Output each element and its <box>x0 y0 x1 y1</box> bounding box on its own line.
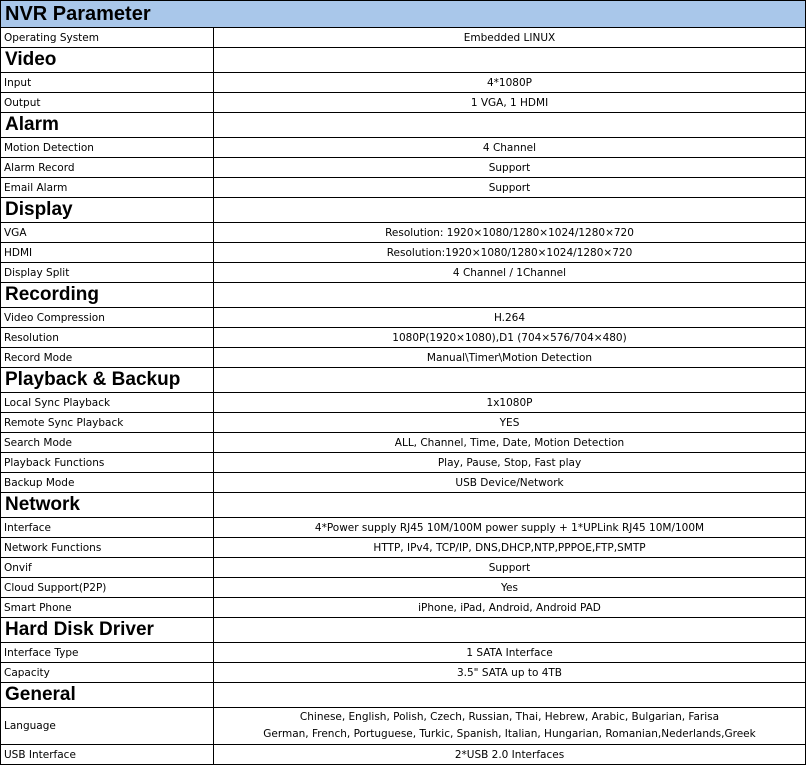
row-label: Smart Phone <box>1 598 214 618</box>
empty-cell <box>214 618 806 643</box>
section-header-alarm <box>1 113 806 138</box>
section-header-general <box>1 683 806 708</box>
table-row <box>1 453 806 473</box>
row-label: Interface <box>1 518 214 538</box>
row-label: Motion Detection <box>1 138 214 158</box>
row-label: Output <box>1 93 214 113</box>
empty-cell <box>214 683 806 708</box>
row-value: Support <box>214 158 806 178</box>
row-label: Interface Type <box>1 643 214 663</box>
row-label: Onvif <box>1 558 214 578</box>
row-value: Embedded LINUX <box>214 28 806 48</box>
row-label: Video Compression <box>1 308 214 328</box>
section-header-playback <box>1 368 806 393</box>
section-heading: Display <box>1 198 214 223</box>
section-header-video <box>1 48 806 73</box>
row-value: 1 SATA Interface <box>214 643 806 663</box>
row-value: Play, Pause, Stop, Fast play <box>214 453 806 473</box>
row-value: 4 Channel / 1Channel <box>214 263 806 283</box>
row-label: HDMI <box>1 243 214 263</box>
section-header-recording <box>1 283 806 308</box>
row-value: Manual\Timer\Motion Detection <box>214 348 806 368</box>
row-value: YES <box>214 413 806 433</box>
row-label: Network Functions <box>1 538 214 558</box>
table-row <box>1 93 806 113</box>
table-row <box>1 538 806 558</box>
row-value: 2*USB 2.0 Interfaces <box>214 745 806 765</box>
row-label: Input <box>1 73 214 93</box>
row-label: Capacity <box>1 663 214 683</box>
section-heading: Recording <box>1 283 214 308</box>
section-heading: Network <box>1 493 214 518</box>
table-row <box>1 138 806 158</box>
row-label: Cloud Support(P2P) <box>1 578 214 598</box>
table-row <box>1 578 806 598</box>
row-value: Support <box>214 178 806 198</box>
empty-cell <box>214 48 806 73</box>
row-label: Language <box>1 708 214 745</box>
row-label: Display Split <box>1 263 214 283</box>
section-heading: Playback & Backup <box>1 368 214 393</box>
table-row <box>1 28 806 48</box>
section-header-network <box>1 493 806 518</box>
row-label: Playback Functions <box>1 453 214 473</box>
table-row <box>1 708 806 745</box>
language-line-1: Chinese, English, Polish, Czech, Russian, Thai, Hebrew, Arabic, Bulgarian, Farisa <box>299 711 720 723</box>
table-row <box>1 598 806 618</box>
section-header-hdd <box>1 618 806 643</box>
row-value: 1080P(1920×1080),D1 (704×576/704×480) <box>214 328 806 348</box>
table-row <box>1 178 806 198</box>
table-row <box>1 663 806 683</box>
row-value: 1x1080P <box>214 393 806 413</box>
title-row <box>1 1 806 28</box>
table-row <box>1 328 806 348</box>
section-heading: Hard Disk Driver <box>1 618 214 643</box>
row-value: Yes <box>214 578 806 598</box>
empty-cell <box>214 198 806 223</box>
row-value: USB Device/Network <box>214 473 806 493</box>
row-label: Local Sync Playback <box>1 393 214 413</box>
row-label: Search Mode <box>1 433 214 453</box>
row-value: 4*1080P <box>214 73 806 93</box>
row-value <box>214 708 806 745</box>
table-row <box>1 308 806 328</box>
table-row <box>1 223 806 243</box>
table-row <box>1 158 806 178</box>
table-row <box>1 518 806 538</box>
empty-cell <box>214 283 806 308</box>
row-label: Email Alarm <box>1 178 214 198</box>
row-label: Alarm Record <box>1 158 214 178</box>
row-value: ALL, Channel, Time, Date, Motion Detection <box>214 433 806 453</box>
row-value: 4 Channel <box>214 138 806 158</box>
table-row <box>1 558 806 578</box>
table-row <box>1 348 806 368</box>
table-row <box>1 745 806 765</box>
table-row <box>1 393 806 413</box>
table-row <box>1 73 806 93</box>
language-line-2: German, French, Portuguese, Turkic, Spanish, Italian, Hungarian, Romanian,Nederlands,Greek <box>263 728 756 740</box>
row-label: Resolution <box>1 328 214 348</box>
section-heading: General <box>1 683 214 708</box>
row-label: Remote Sync Playback <box>1 413 214 433</box>
section-header-display <box>1 198 806 223</box>
row-label: VGA <box>1 223 214 243</box>
table-row <box>1 643 806 663</box>
row-value: HTTP, IPv4, TCP/IP, DNS,DHCP,NTP,PPPOE,FTP,SMTP <box>214 538 806 558</box>
row-value: 3.5" SATA up to 4TB <box>214 663 806 683</box>
table-row <box>1 473 806 493</box>
table-row <box>1 413 806 433</box>
row-value: 4*Power supply RJ45 10M/100M power supply + 1*UPLink RJ45 10M/100M <box>214 518 806 538</box>
section-heading: Video <box>1 48 214 73</box>
row-label: Record Mode <box>1 348 214 368</box>
row-label: Backup Mode <box>1 473 214 493</box>
empty-cell <box>214 113 806 138</box>
table-row <box>1 433 806 453</box>
section-heading: Alarm <box>1 113 214 138</box>
row-label: USB Interface <box>1 745 214 765</box>
table-row <box>1 243 806 263</box>
row-value: Support <box>214 558 806 578</box>
table-title: NVR Parameter <box>1 1 806 28</box>
empty-cell <box>214 493 806 518</box>
row-value: 1 VGA, 1 HDMI <box>214 93 806 113</box>
row-value: Resolution: 1920×1080/1280×1024/1280×720 <box>214 223 806 243</box>
row-label: Operating System <box>1 28 214 48</box>
empty-cell <box>214 368 806 393</box>
table-row <box>1 263 806 283</box>
row-value: Resolution:1920×1080/1280×1024/1280×720 <box>214 243 806 263</box>
row-value: H.264 <box>214 308 806 328</box>
row-value: iPhone, iPad, Android, Android PAD <box>214 598 806 618</box>
